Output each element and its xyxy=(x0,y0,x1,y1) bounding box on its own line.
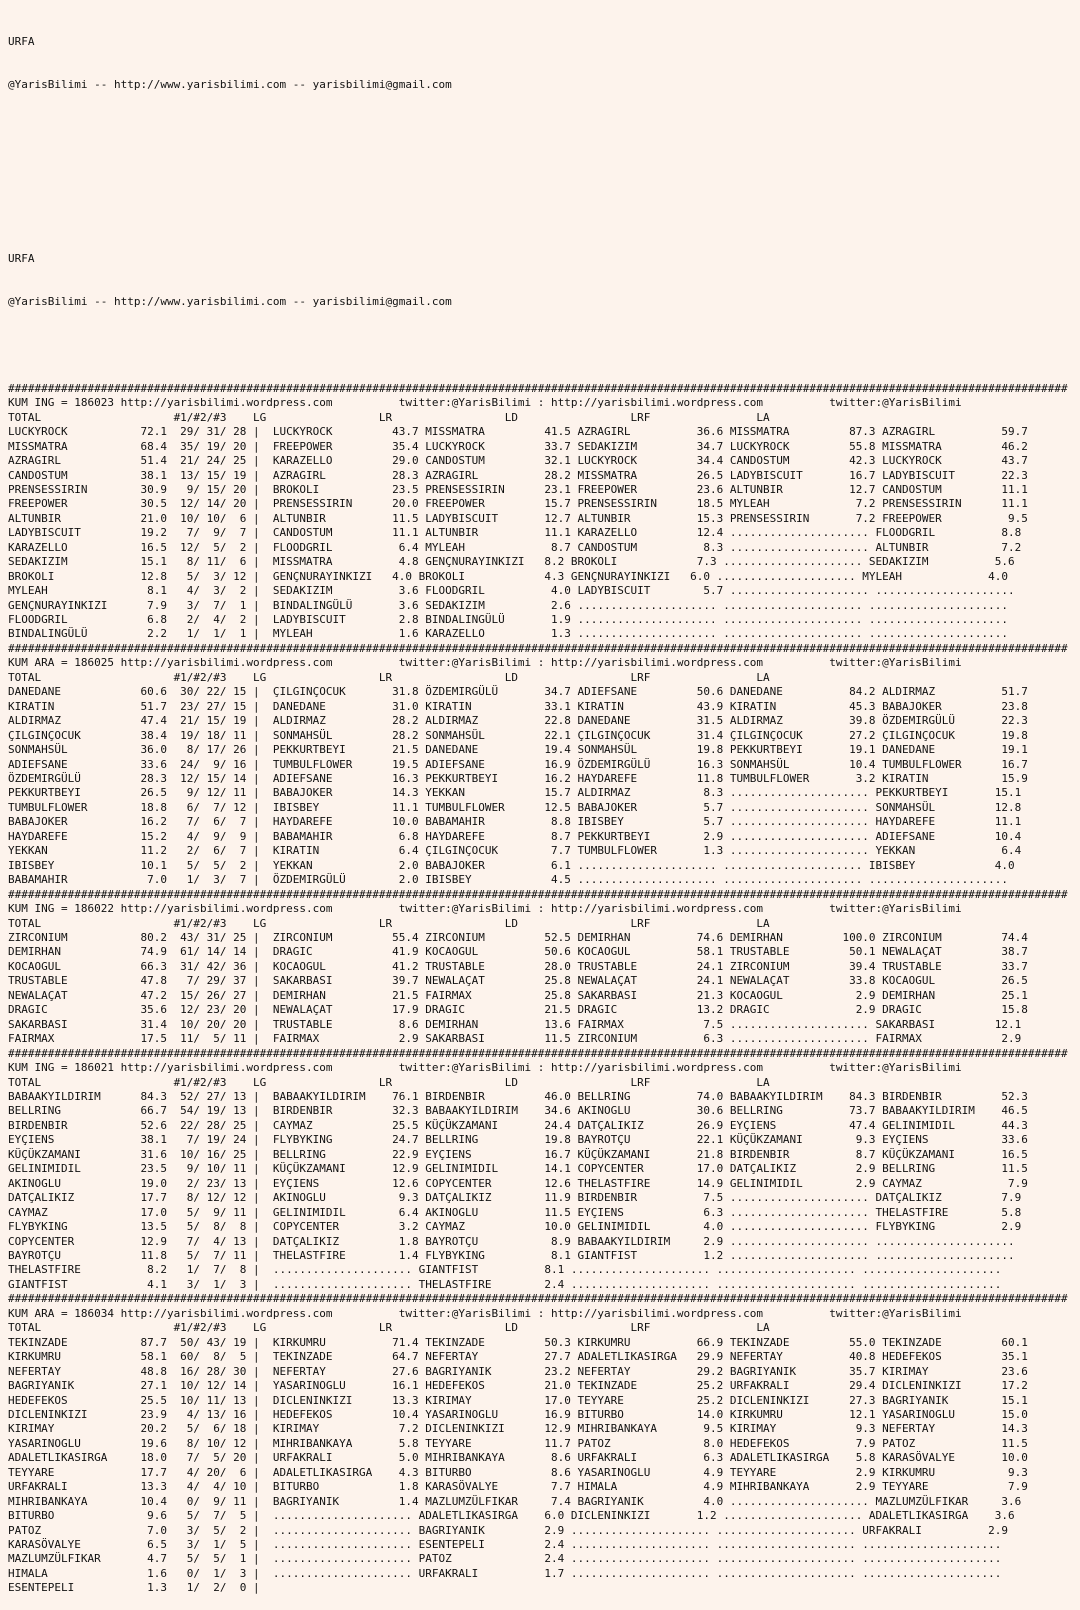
table-row: PATOZ 7.0 3/ 5/ 2 | ..................... BAGRIYANIK 2.9 ..................... ..................... URFAKRALI 2.9 xyxy=(8,1523,1009,1537)
table-row: ÖZDEMIRGÜLÜ 28.3 12/ 15/ 14 | ADIEFSANE 16.3 PEKKURTBEYI 16.2 HAYDAREFE 11.8 TUMBULFLOWER 3.2 KIRATIN 15.9 xyxy=(8,772,1028,786)
table-row: KARASÖVALYE 6.5 3/ 1/ 5 | ..................... ESENTEPELI 2.4 ..................... ..................... ..................... xyxy=(8,1538,1002,1552)
table-row: BELLRING 66.7 54/ 19/ 13 | BIRDENBIR 32.3 BABAAKYILDIRIM 34.6 AKINOGLU 30.6 BELLRING 73.7 BABAAKYILDIRIM 46.5 xyxy=(8,1104,1028,1118)
table-row: PEKKURTBEYI 26.5 9/ 12/ 11 | BABAJOKER 14.3 YEKKAN 15.7 ALDIRMAZ 8.3 ..................... PEKKURTBEYI 15.1 xyxy=(8,786,1022,800)
table-row: ZIRCONIUM 80.2 43/ 31/ 25 | ZIRCONIUM 55.4 ZIRCONIUM 52.5 DEMIRHAN 74.6 DEMIRHAN 100.0 ZIRCONIUM 74.4 xyxy=(8,931,1028,944)
table-row: MAZLUMZÜLFIKAR 4.7 5/ 5/ 1 | ..................... PATOZ 2.4 ..................... ..................... ..................... xyxy=(8,1552,1002,1566)
table-row: AZRAGIRL 51.4 21/ 24/ 25 | KARAZELLO 29.0 CANDOSTUM 32.1 LUCKYROCK 34.4 CANDOSTUM 42.3 LUCKYROCK 43.7 xyxy=(8,454,1028,468)
table-row: BIRDENBIR 52.6 22/ 28/ 25 | CAYMAZ 25.5 KÜÇÜKZAMANI 24.4 DATÇALIKIZ 26.9 EYÇIENS 47.4 GELINIMIDIL 44.3 xyxy=(8,1118,1028,1132)
table-row: EYÇIENS 38.1 7/ 19/ 24 | FLYBYKING 24.7 BELLRING 19.8 BAYROTÇU 22.1 KÜÇÜKZAMANI 9.3 EYÇIENS 33.6 xyxy=(8,1133,1028,1147)
table-row: YASARINOGLU 19.6 8/ 10/ 12 | MIHRIBANKAYA 5.8 TEYYARE 11.7 PATOZ 8.0 HEDEFEKOS 7.9 PATOZ 11.5 xyxy=(8,1436,1028,1450)
table-row: SEDAKIZIM 15.1 8/ 11/ 6 | MISSMATRA 4.8 GENÇNURAYINKIZI 8.2 BROKOLI 7.3 ..................... SEDAKIZIM 5.6 xyxy=(8,555,1015,569)
table-row: BAYROTÇU 11.8 5/ 7/ 11 | THELASTFIRE 1.4 FLYBYKING 8.1 GIANTFIST 1.2 ..................... ..................... xyxy=(8,1248,1015,1262)
block-title: KUM ING = 186022 http://yarisbilimi.wordpress.com twitter:@YarisBilimi : http://yarisbilimi.wordpress.com twitter:@YarisBilimi xyxy=(8,902,962,916)
block-separator: ################################################################################################################################################################ xyxy=(8,887,1068,901)
table-row: ADALETLIKASIRGA 18.0 7/ 5/ 20 | URFAKRALI 5.0 MIHRIBANKAYA 8.6 URFAKRALI 6.3 ADALETLIKASIRGA 5.8 KARASÖVALYE 10.0 xyxy=(8,1451,1028,1465)
table-row: NEFERTAY 48.8 16/ 28/ 30 | NEFERTAY 27.6 BAGRIYANIK 23.2 NEFERTAY 29.2 BAGRIYANIK 35.7 KIRIMAY 23.6 xyxy=(8,1364,1028,1378)
table-row: CAYMAZ 17.0 5/ 9/ 11 | GELINIMIDIL 6.4 AKINOGLU 11.5 EYÇIENS 6.3 ..................... THELASTFIRE 5.8 xyxy=(8,1205,1022,1219)
table-row: COPYCENTER 12.9 7/ 4/ 13 | DATÇALIKIZ 1.8 BAYROTÇU 8.9 BABAAKYILDIRIM 2.9 ..................... ..................... xyxy=(8,1234,1015,1248)
header-line-1: URFA xyxy=(8,34,35,48)
header-blank-1 xyxy=(8,122,1072,136)
table-row: KIRATIN 51.7 23/ 27/ 15 | DANEDANE 31.0 KIRATIN 33.1 KIRATIN 43.9 KIRATIN 45.3 BABAJOKER 23.8 xyxy=(8,699,1028,713)
column-header: TOTAL #1/#2/#3 LG LR LD LRF LA xyxy=(8,410,770,424)
table-row: DANEDANE 60.6 30/ 22/ 15 | ÇILGINÇOCUK 31.8 ÖZDEMIRGÜLÜ 34.7 ADIEFSANE 50.6 DANEDANE 84.2 ALDIRMAZ 51.7 xyxy=(8,685,1028,699)
table-row: ADIEFSANE 33.6 24/ 9/ 16 | TUMBULFLOWER 19.5 ADIEFSANE 16.9 ÖZDEMIRGÜLÜ 16.3 SONMAHSÜL 10.4 TUMBULFLOWER 16.7 xyxy=(8,757,1028,771)
table-row: BITURBO 9.6 5/ 7/ 5 | ..................... ADALETLIKASIRGA 6.0 DICLENINKIZI 1.2 ..................... ADALETLIKASIRGA 3.6 xyxy=(8,1509,1015,1523)
table-row: YEKKAN 11.2 2/ 6/ 7 | KIRATIN 6.4 ÇILGINÇOCUK 7.7 TUMBULFLOWER 1.3 ..................... YEKKAN 6.4 xyxy=(8,844,1022,858)
table-row: GELINIMIDIL 23.5 9/ 10/ 11 | KÜÇÜKZAMANI 12.9 GELINIMIDIL 14.1 COPYCENTER 17.0 DATÇALIKIZ 2.9 BELLRING 11.5 xyxy=(8,1162,1028,1176)
table-row: SAKARBASI 31.4 10/ 20/ 20 | TRUSTABLE 8.6 DEMIRHAN 13.6 FAIRMAX 7.5 ..................... SAKARBASI 12.1 xyxy=(8,1017,1022,1031)
table-row: BABAJOKER 16.2 7/ 6/ 7 | HAYDAREFE 10.0 BABAMAHIR 8.8 IBISBEY 5.7 ..................... HAYDAREFE 11.1 xyxy=(8,815,1022,829)
block-separator: ################################################################################################################################################################ xyxy=(8,381,1068,395)
table-row: SONMAHSÜL 36.0 8/ 17/ 26 | PEKKURTBEYI 21.5 DANEDANE 19.4 SONMAHSÜL 19.8 PEKKURTBEYI 19.1 DANEDANE 19.1 xyxy=(8,743,1028,757)
race-blocks xyxy=(8,382,1072,1596)
table-row: TRUSTABLE 47.8 7/ 29/ 37 | SAKARBASI 39.7 NEWALAÇAT 25.8 NEWALAÇAT 24.1 NEWALAÇAT 33.8 KOCAOGUL 26.5 xyxy=(8,974,1028,988)
column-header: TOTAL #1/#2/#3 LG LR LD LRF LA xyxy=(8,1075,770,1089)
table-row: GENÇNURAYINKIZI 7.9 3/ 7/ 1 | BINDALINGÜLÜ 3.6 SEDAKIZIM 2.6 ..................... ..................... ..................... xyxy=(8,598,1009,612)
table-row: TEYYARE 17.7 4/ 20/ 6 | ADALETLIKASIRGA 4.3 BITURBO 8.6 YASARINOGLU 4.9 TEYYARE 2.9 KIRKUMRU 9.3 xyxy=(8,1465,1028,1479)
table-row: TEKINZADE 87.7 50/ 43/ 19 | KIRKUMRU 71.4 TEKINZADE 50.3 KIRKUMRU 66.9 TEKINZADE 55.0 TEKINZADE 60.1 xyxy=(8,1335,1028,1349)
header-blank-4 xyxy=(8,338,1072,352)
table-row: IBISBEY 10.1 5/ 5/ 2 | YEKKAN 2.0 BABAJOKER 6.1 ..................... ..................... IBISBEY 4.0 xyxy=(8,858,1015,872)
table-row: NEWALAÇAT 47.2 15/ 26/ 27 | DEMIRHAN 21.5 FAIRMAX 25.8 SAKARBASI 21.3 KOCAOGUL 2.9 DEMIRHAN 25.1 xyxy=(8,988,1028,1002)
column-header: TOTAL #1/#2/#3 LG LR LD LRF LA xyxy=(8,1321,770,1335)
table-row: MYLEAH 8.1 4/ 3/ 2 | SEDAKIZIM 3.6 FLOODGRIL 4.0 LADYBISCUIT 5.7 ..................... ..................... xyxy=(8,584,1015,598)
table-row: HAYDAREFE 15.2 4/ 9/ 9 | BABAMAHIR 6.8 HAYDAREFE 8.7 PEKKURTBEYI 2.9 ..................... ADIEFSANE 10.4 xyxy=(8,829,1022,843)
block-separator: ################################################################################################################################################################ xyxy=(8,1292,1068,1306)
table-row: URFAKRALI 13.3 4/ 4/ 10 | BITURBO 1.8 KARASÖVALYE 7.7 HIMALA 4.9 MIHRIBANKAYA 2.9 TEYYARE 7.9 xyxy=(8,1480,1028,1494)
table-row: BAGRIYANIK 27.1 10/ 12/ 14 | YASARINOGLU 16.1 HEDEFEKOS 21.0 TEKINZADE 25.2 URFAKRALI 29.4 DICLENINKIZI 17.2 xyxy=(8,1379,1028,1393)
table-row: HEDEFEKOS 25.5 10/ 11/ 13 | DICLENINKIZI 13.3 KIRIMAY 17.0 TEYYARE 25.2 DICLENINKIZI 27.3 BAGRIYANIK 15.1 xyxy=(8,1393,1028,1407)
table-row: DICLENINKIZI 23.9 4/ 13/ 16 | HEDEFEKOS 10.4 YASARINOGLU 16.9 BITURBO 14.0 KIRKUMRU 12.1 YASARINOGLU 15.0 xyxy=(8,1407,1028,1421)
table-row: LUCKYROCK 72.1 29/ 31/ 28 | LUCKYROCK 43.7 MISSMATRA 41.5 AZRAGIRL 36.6 MISSMATRA 87.3 AZRAGIRL 59.7 xyxy=(8,425,1028,439)
table-row: ALTUNBIR 21.0 10/ 10/ 6 | ALTUNBIR 11.5 LADYBISCUIT 12.7 ALTUNBIR 15.3 PRENSESSIRIN 7.2 FREEPOWER 9.5 xyxy=(8,511,1028,525)
table-row: KÜÇÜKZAMANI 31.6 10/ 16/ 25 | BELLRING 22.9 EYÇIENS 16.7 KÜÇÜKZAMANI 21.8 BIRDENBIR 8.7 KÜÇÜKZAMANI 16.5 xyxy=(8,1147,1028,1161)
table-row: ÇILGINÇOCUK 38.4 19/ 18/ 11 | SONMAHSÜL 28.2 SONMAHSÜL 22.1 ÇILGINÇOCUK 31.4 ÇILGINÇOCUK 27.2 ÇILGINÇOCUK 19.8 xyxy=(8,728,1028,742)
table-row: FLYBYKING 13.5 5/ 8/ 8 | COPYCENTER 3.2 CAYMAZ 10.0 GELINIMIDIL 4.0 ..................... FLYBYKING 2.9 xyxy=(8,1220,1022,1234)
table-row: GIANTFIST 4.1 3/ 1/ 3 | ..................... THELASTFIRE 2.4 ..................... ..................... ..................... xyxy=(8,1277,1002,1291)
table-row: ESENTEPELI 1.3 1/ 2/ 0 | xyxy=(8,1581,260,1595)
table-row: KARAZELLO 16.5 12/ 5/ 2 | FLOODGRIL 6.4 MYLEAH 8.7 CANDOSTUM 8.3 ..................... ALTUNBIR 7.2 xyxy=(8,540,1022,554)
table-row: AKINOGLU 19.0 2/ 23/ 13 | EYÇIENS 12.6 COPYCENTER 12.6 THELASTFIRE 14.9 GELINIMIDIL 2.9 CAYMAZ 7.9 xyxy=(8,1176,1028,1190)
column-header: TOTAL #1/#2/#3 LG LR LD LRF LA xyxy=(8,916,770,930)
table-row: LADYBISCUIT 19.2 7/ 9/ 7 | CANDOSTUM 11.1 ALTUNBIR 11.1 KARAZELLO 12.4 ..................... FLOODGRIL 8.8 xyxy=(8,526,1022,540)
table-row: BROKOLI 12.8 5/ 3/ 12 | GENÇNURAYINKIZI 4.0 BROKOLI 4.3 GENÇNURAYINKIZI 6.0 ..................... MYLEAH 4.0 xyxy=(8,569,1009,583)
table-row: CANDOSTUM 38.1 13/ 15/ 19 | AZRAGIRL 28.3 AZRAGIRL 28.2 MISSMATRA 26.5 LADYBISCUIT 16.7 LADYBISCUIT 22.3 xyxy=(8,468,1028,482)
table-row: PRENSESSIRIN 30.9 9/ 15/ 20 | BROKOLI 23.5 PRENSESSIRIN 23.1 FREEPOWER 23.6 ALTUNBIR 12.7 CANDOSTUM 11.1 xyxy=(8,482,1028,496)
block-separator: ################################################################################################################################################################ xyxy=(8,1046,1068,1060)
table-row: DRAGIC 35.6 12/ 23/ 20 | NEWALAÇAT 17.9 DRAGIC 21.5 DRAGIC 13.2 DRAGIC 2.9 DRAGIC 15.8 xyxy=(8,1003,1028,1017)
header-line-6: @YarisBilimi -- http://www.yarisbilimi.com -- yarisbilimi@gmail.com xyxy=(8,295,452,309)
header-blank-2 xyxy=(8,165,1072,179)
table-row: KIRKUMRU 58.1 60/ 8/ 5 | TEKINZADE 64.7 NEFERTAY 27.7 ADALETLIKASIRGA 29.9 NEFERTAY 40.8 HEDEFEKOS 35.1 xyxy=(8,1350,1028,1364)
table-row: THELASTFIRE 8.2 1/ 7/ 8 | ..................... GIANTFIST 8.1 ..................... ..................... ..................... xyxy=(8,1263,1002,1277)
header-line-2: @YarisBilimi -- http://www.yarisbilimi.com -- yarisbilimi@gmail.com xyxy=(8,78,452,92)
block-title: KUM ARA = 186034 http://yarisbilimi.wordpress.com twitter:@YarisBilimi : http://yarisbilimi.wordpress.com twitter:@YarisBilimi xyxy=(8,1306,962,1320)
table-row: ALDIRMAZ 47.4 21/ 15/ 19 | ALDIRMAZ 28.2 ALDIRMAZ 22.8 DANEDANE 31.5 ALDIRMAZ 39.8 ÖZDEMIRGÜLÜ 22.3 xyxy=(8,714,1028,728)
table-row: FLOODGRIL 6.8 2/ 4/ 2 | LADYBISCUIT 2.8 BINDALINGÜLÜ 1.9 ..................... ..................... ..................... xyxy=(8,613,1009,627)
column-header: TOTAL #1/#2/#3 LG LR LD LRF LA xyxy=(8,670,770,684)
table-row: MISSMATRA 68.4 35/ 19/ 20 | FREEPOWER 35.4 LUCKYROCK 33.7 SEDAKIZIM 34.7 LUCKYROCK 55.8 MISSMATRA 46.2 xyxy=(8,439,1028,453)
header-blank-3 xyxy=(8,208,1072,222)
table-row: FREEPOWER 30.5 12/ 14/ 20 | PRENSESSIRIN 20.0 FREEPOWER 15.7 PRENSESSIRIN 18.5 MYLEAH 7.2 PRENSESSIRIN 11.1 xyxy=(8,497,1028,511)
table-row: DEMIRHAN 74.9 61/ 14/ 14 | DRAGIC 41.9 KOCAOGUL 50.6 KOCAOGUL 58.1 TRUSTABLE 50.1 NEWALAÇAT 38.7 xyxy=(8,945,1028,959)
table-row: TUMBULFLOWER 18.8 6/ 7/ 12 | IBISBEY 11.1 TUMBULFLOWER 12.5 BABAJOKER 5.7 ..................... SONMAHSÜL 12.8 xyxy=(8,800,1022,814)
table-row: KIRIMAY 20.2 5/ 6/ 18 | KIRIMAY 7.2 DICLENINKIZI 12.9 MIHRIBANKAYA 9.5 KIRIMAY 9.3 NEFERTAY 14.3 xyxy=(8,1422,1028,1436)
table-row: BINDALINGÜLÜ 2.2 1/ 1/ 1 | MYLEAH 1.6 KARAZELLO 1.3 ..................... ..................... ..................... xyxy=(8,627,1009,641)
table-row: BABAAKYILDIRIM 84.3 52/ 27/ 13 | BABAAKYILDIRIM 76.1 BIRDENBIR 46.0 BELLRING 74.0 BABAAKYILDIRIM 84.3 BIRDENBIR 52.3 xyxy=(8,1089,1028,1103)
table-row: KOCAOGUL 66.3 31/ 42/ 36 | KOCAOGUL 41.2 TRUSTABLE 28.0 TRUSTABLE 24.1 ZIRCONIUM 39.4 TRUSTABLE 33.7 xyxy=(8,959,1028,973)
table-row: MIHRIBANKAYA 10.4 0/ 9/ 11 | BAGRIYANIK 1.4 MAZLUMZÜLFIKAR 7.4 BAGRIYANIK 4.0 ..................... MAZLUMZÜLFIKAR 3.6 xyxy=(8,1494,1022,1508)
block-separator: ################################################################################################################################################################ xyxy=(8,641,1068,655)
block-title: KUM ARA = 186025 http://yarisbilimi.wordpress.com twitter:@YarisBilimi : http://yarisbilimi.wordpress.com twitter:@YarisBilimi xyxy=(8,656,962,670)
block-title: KUM ING = 186021 http://yarisbilimi.wordpress.com twitter:@YarisBilimi : http://yarisbilimi.wordpress.com twitter:@YarisBilimi xyxy=(8,1061,962,1075)
table-row: BABAMAHIR 7.0 1/ 3/ 7 | ÖZDEMIRGÜLÜ 2.0 IBISBEY 4.5 ..................... ..................... ..................... xyxy=(8,873,1009,887)
table-row: DATÇALIKIZ 17.7 8/ 12/ 12 | AKINOGLU 9.3 DATÇALIKIZ 11.9 BIRDENBIR 7.5 ..................... DATÇALIKIZ 7.9 xyxy=(8,1191,1022,1205)
header-line-5: URFA xyxy=(8,251,35,265)
table-row: FAIRMAX 17.5 11/ 5/ 11 | FAIRMAX 2.9 SAKARBASI 11.5 ZIRCONIUM 6.3 ..................... FAIRMAX 2.9 xyxy=(8,1032,1022,1046)
table-row: HIMALA 1.6 0/ 1/ 3 | ..................... URFAKRALI 1.7 ..................... ..................... ..................... xyxy=(8,1566,1002,1580)
block-title: KUM ING = 186023 http://yarisbilimi.wordpress.com twitter:@YarisBilimi : http://yarisbilimi.wordpress.com twitter:@YarisBilimi xyxy=(8,396,962,410)
